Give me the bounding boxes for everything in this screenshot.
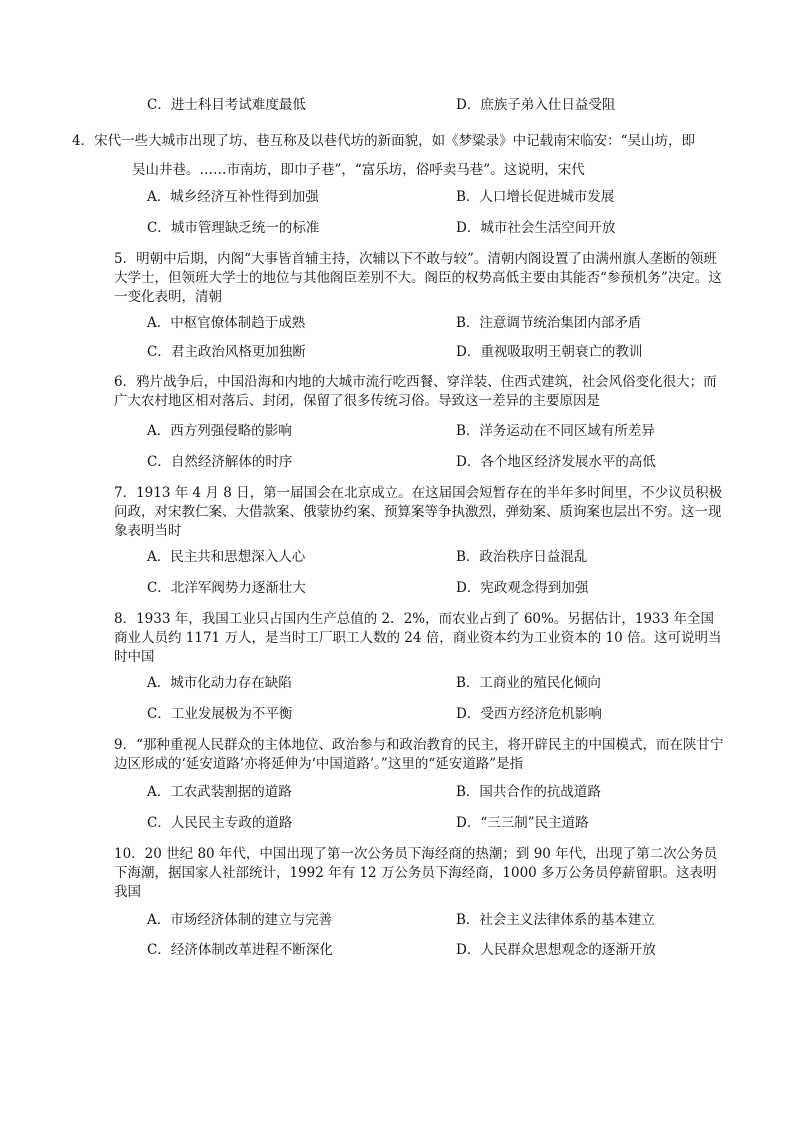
q6-stem: 6．鸦片战争后，中国沿海和内地的大城市流行吃西餐、穿洋装、住西式建筑，社会风俗变化很大；而广大农村地区相对落后、封闭，保留了很多传统习俗。导致这一差异的主要原因是	[114, 374, 717, 409]
q7-stem: 7．1913 年 4 月 8 日，第一届国会在北京成立。在这届国会短暂存在的半年多时间里，不少议员积极问政，对宋教仁案、大借款案、俄蒙协约案、预算案等争执激烈，弹劾案、质询案也层出不穷。这一现象表明当时	[114, 485, 723, 539]
q9-option-a[interactable]: A．工农武装割据的道路	[147, 784, 292, 800]
q10-option-b[interactable]: B．社会主义法律体系的基本建立	[456, 912, 655, 928]
q10-option-a[interactable]: A．市场经济体制的建立与完善	[147, 912, 333, 928]
q8-option-c[interactable]: C．工业发展极为不平衡	[147, 706, 293, 722]
q7-option-d[interactable]: D．宪政观念得到加强	[456, 580, 589, 596]
q4-option-a[interactable]: A．城乡经济互补性得到加强	[147, 189, 319, 205]
q5-option-a[interactable]: A．中枢官僚体制趋于成熟	[147, 315, 306, 331]
q9-option-c[interactable]: C．人民民主专政的道路	[147, 815, 293, 831]
q8-option-a[interactable]: A．城市化动力存在缺陷	[147, 675, 292, 691]
q4-stem-line1: 4．宋代一些大城市出现了坊、巷互称及以巷代坊的新面貌，如《梦粱录》中记载南宋临安：“吴山坊，即	[72, 133, 695, 149]
q3-option-c[interactable]: C．进士科目考试难度最低	[147, 97, 306, 113]
q6-option-c[interactable]: C．自然经济解体的时序	[147, 454, 293, 470]
q6-option-a[interactable]: A．西方列强侵略的影响	[147, 423, 292, 439]
q4-option-b[interactable]: B．人口增长促进城市发展	[456, 189, 615, 205]
q9-stem: 9．“那种重视人民群众的主体地位、政治参与和政治教育的民主，将开辟民主的中国模式，而在陕甘宁边区形成的‘延安道路’亦将延伸为‘中国道路’。”这里的“延安道路”是指	[114, 737, 724, 772]
q10-stem: 10．20 世纪 80 年代，中国出现了第一次公务员下海经商的热潮；到 90 年代，出现了第二次公务员下海潮，据国家人社部统计，1992 年有 12 万公务员下海经商，1000 多万公务员停薪留职。这表明我国	[114, 846, 718, 900]
q4-option-c[interactable]: C．城市管理缺乏统一的标准	[147, 220, 320, 236]
q9-option-b[interactable]: B．国共合作的抗战道路	[456, 784, 601, 800]
q8-option-d[interactable]: D．受西方经济危机影响	[456, 706, 602, 722]
q5-option-b[interactable]: B．注意调节统治集团内部矛盾	[456, 315, 642, 331]
q3-option-d[interactable]: D．庶族子弟入仕日益受阻	[456, 97, 616, 113]
q8-stem: 8．1933 年，我国工业只占国内生产总值的 2．2%，而农业占到了 60%。另据估计，1933 年全国商业人员约 1171 万人，是当时工厂职工人数的 24 倍，商业资本约为工业资本的 10 倍。这可说明当时中国	[114, 611, 722, 665]
q10-option-c[interactable]: C．经济体制改革进程不断深化	[147, 942, 333, 958]
q7-option-c[interactable]: C．北洋军阀势力逐渐壮大	[147, 580, 306, 596]
q5-option-c[interactable]: C．君主政治风格更加独断	[147, 344, 306, 360]
q10-option-d[interactable]: D．人民群众思想观念的逐渐开放	[456, 942, 656, 958]
q4-stem-line2: 吴山井巷。……市南坊，即巾子巷”，“富乐坊，俗呼卖马巷”。这说明，宋代	[132, 162, 585, 178]
q5-stem: 5．明朝中后期，内阁“大事皆首辅主持，次辅以下不敢与较”。清朝内阁设置了由满州旗人垄断的领班大学士，但领班大学士的地位与其他阁臣差别不大。阁臣的权势高低主要由其能否“参预机务”决定。这一变化表明，清朝	[114, 251, 722, 305]
q4-stem	[72, 127, 732, 185]
q7-option-b[interactable]: B．政治秩序日益混乱	[456, 549, 588, 565]
q5-option-d[interactable]: D．重视吸取明王朝衰亡的教训	[456, 344, 643, 360]
q8-option-b[interactable]: B．工商业的殖民化倾向	[456, 675, 601, 691]
q4-option-d[interactable]: D．城市社会生活空间开放	[456, 220, 616, 236]
q7-option-a[interactable]: A．民主共和思想深入人心	[147, 549, 306, 565]
q6-option-d[interactable]: D．各个地区经济发展水平的高低	[456, 454, 656, 470]
q6-option-b[interactable]: B．洋务运动在不同区域有所差异	[456, 423, 655, 439]
q9-option-d[interactable]: D．“三三制”民主道路	[456, 815, 589, 831]
